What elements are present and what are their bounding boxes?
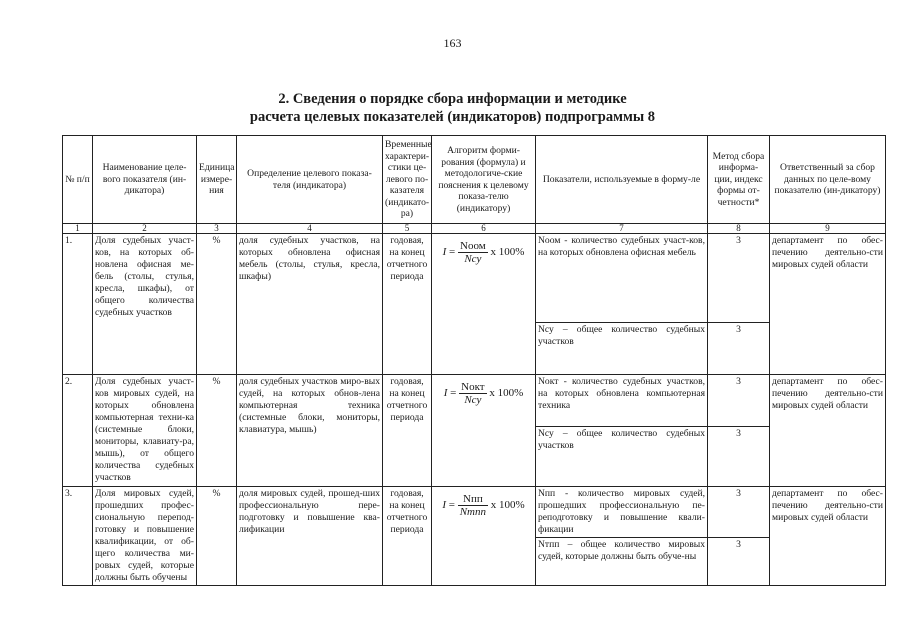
- row-number: 3.: [63, 487, 93, 586]
- indicator-name: Доля судебных участ-ков, на которых об-новлена офисная ме-бель (столы, стулья, кресла, шкафы), от общего количества судебных участков: [93, 234, 197, 375]
- formula-denominator: Nтпп: [459, 506, 486, 518]
- formula-numerator: Nпп: [458, 493, 488, 506]
- column-number: 5: [383, 224, 432, 234]
- formula: I = $\frac{\text{Nпп}}{\text{Nтпп}}$ x 100%: [432, 487, 536, 586]
- formula-denominator: Nсу: [464, 394, 482, 406]
- indicator-name: Доля судебных участ-ков мировых судей, на которых обновлена компьютерная техни-ка (системные блоки, мониторы, клавиату-ра, мышь), от общего количества судебных участков: [93, 375, 197, 487]
- formula-numerator: Nоом: [460, 240, 486, 252]
- formula-lhs: I: [442, 246, 447, 259]
- formula-numerator: Nокт: [461, 381, 485, 393]
- column-number: 6: [432, 224, 536, 234]
- indicator-variable: Nтпп – общее количество мировых судей, которые должны быть обуче-ны: [536, 538, 708, 586]
- header-formula: Алгоритм форми-рования (формула) и методологиче-ские пояснения к целевому показа-телю (индикатору): [432, 136, 536, 224]
- header-timing: Временные характери-стики це-левого по-казателя (индикато-ра): [383, 136, 432, 224]
- header-indicators: Показатели, используемые в форму-ле: [536, 136, 708, 224]
- indicator-variable: Nоом - количество судебных участ-ков, на которых обновлена офисная мебель: [536, 234, 708, 323]
- method: 3: [708, 234, 770, 323]
- formula-fraction: [459, 381, 486, 406]
- responsible: департамент по обес-печению деятельно-сти мировых судей области: [770, 234, 886, 375]
- formula-lhs: I: [442, 499, 446, 512]
- page-number: 163: [443, 36, 462, 50]
- method: 3: [708, 323, 770, 375]
- indicator-variable: Nсу – общее количество судебных участков: [536, 323, 708, 375]
- row-number: 2.: [63, 375, 93, 487]
- responsible: департамент по обес-печению деятельно-сти мировых судей области: [770, 375, 886, 487]
- definition: доля судебных участков миро-вых судей, на которых обнов-лена компьютерная техника (системные блоки, мониторы, клавиатура, мышь): [237, 375, 383, 487]
- column-number: 1: [63, 224, 93, 234]
- table-row: [63, 234, 886, 323]
- row-number: 1.: [63, 234, 93, 375]
- title-line-2: расчета целевых показателей (индикаторов) подпрограммы 8: [249, 109, 656, 125]
- formula-fraction: [458, 493, 488, 518]
- unit: %: [197, 487, 237, 586]
- unit: %: [197, 375, 237, 487]
- responsible: департамент по обес-печению деятельно-сти мировых судей области: [770, 487, 886, 586]
- header-responsible: Ответственный за сбор данных по целе-вому показателю (ин-дикатору): [770, 136, 886, 224]
- formula-denominator: Nсу: [464, 253, 482, 265]
- method: 3: [708, 375, 770, 427]
- method: 3: [708, 487, 770, 538]
- header-num: № п/п: [63, 136, 93, 224]
- method: 3: [708, 538, 770, 586]
- table-row: [63, 487, 886, 538]
- header-definition: Определение целевого показа-теля (индикатора): [237, 136, 383, 224]
- definition: доля судебных участков, на которых обновлена офисная мебель (столы, стулья, кресла, шкафы): [237, 234, 383, 375]
- indicator-name: Доля мировых судей, прошедших профес-сиональную перепод-готовку и повышение квалификации, от об-щего количества ми-ровых судей, которые должны быть обучены: [93, 487, 197, 586]
- formula-tail: x 100%: [489, 387, 524, 400]
- formula-fraction: [458, 240, 488, 265]
- unit: %: [197, 234, 237, 375]
- header-name: Наименование целе-вого показателя (ин-дикатора): [93, 136, 197, 224]
- column-number: 9: [770, 224, 886, 234]
- timing: годовая, на конец отчетного периода: [383, 487, 432, 586]
- column-number: 2: [93, 224, 197, 234]
- definition: доля мировых судей, прошед-ших профессиональную пере-подготовку и повышение ква-лификации: [237, 487, 383, 586]
- formula: I = $\frac{\text{Nокт}}{\text{Nсу}}$ x 100%: [432, 375, 536, 487]
- header-method: Метод сбора информа-ции, индекс формы от-четности*: [708, 136, 770, 224]
- column-number: 3: [197, 224, 237, 234]
- timing: годовая, на конец отчетного периода: [383, 234, 432, 375]
- timing: годовая, на конец отчетного периода: [383, 375, 432, 487]
- formula-tail: x 100%: [490, 499, 525, 512]
- formula: I = $\frac{\text{Nоом}}{\text{Nсу}}$ x 100%: [432, 234, 536, 375]
- section-title: [0, 90, 905, 126]
- table-row: [63, 375, 886, 427]
- method: 3: [708, 427, 770, 487]
- indicators-table: [62, 135, 886, 586]
- indicator-variable: Nсу – общее количество судебных участков: [536, 427, 708, 487]
- indicator-variable: Nпп - количество мировых судей, прошедших профессиональную пе-реподготовку и повышение квали-фикации: [536, 487, 708, 538]
- column-number-row: [63, 224, 886, 234]
- indicator-variable: Nокт - количество судебных участков, на которых обновлена компьютерная техника: [536, 375, 708, 427]
- title-line-1: 2. Сведения о порядке сбора информации и методике: [278, 91, 627, 107]
- header-unit: Единица измере-ния: [197, 136, 237, 224]
- column-number: 8: [708, 224, 770, 234]
- column-number: 7: [536, 224, 708, 234]
- column-number: 4: [237, 224, 383, 234]
- formula-tail: x 100%: [490, 246, 525, 259]
- formula-lhs: I: [443, 387, 448, 400]
- header-row: [63, 136, 886, 224]
